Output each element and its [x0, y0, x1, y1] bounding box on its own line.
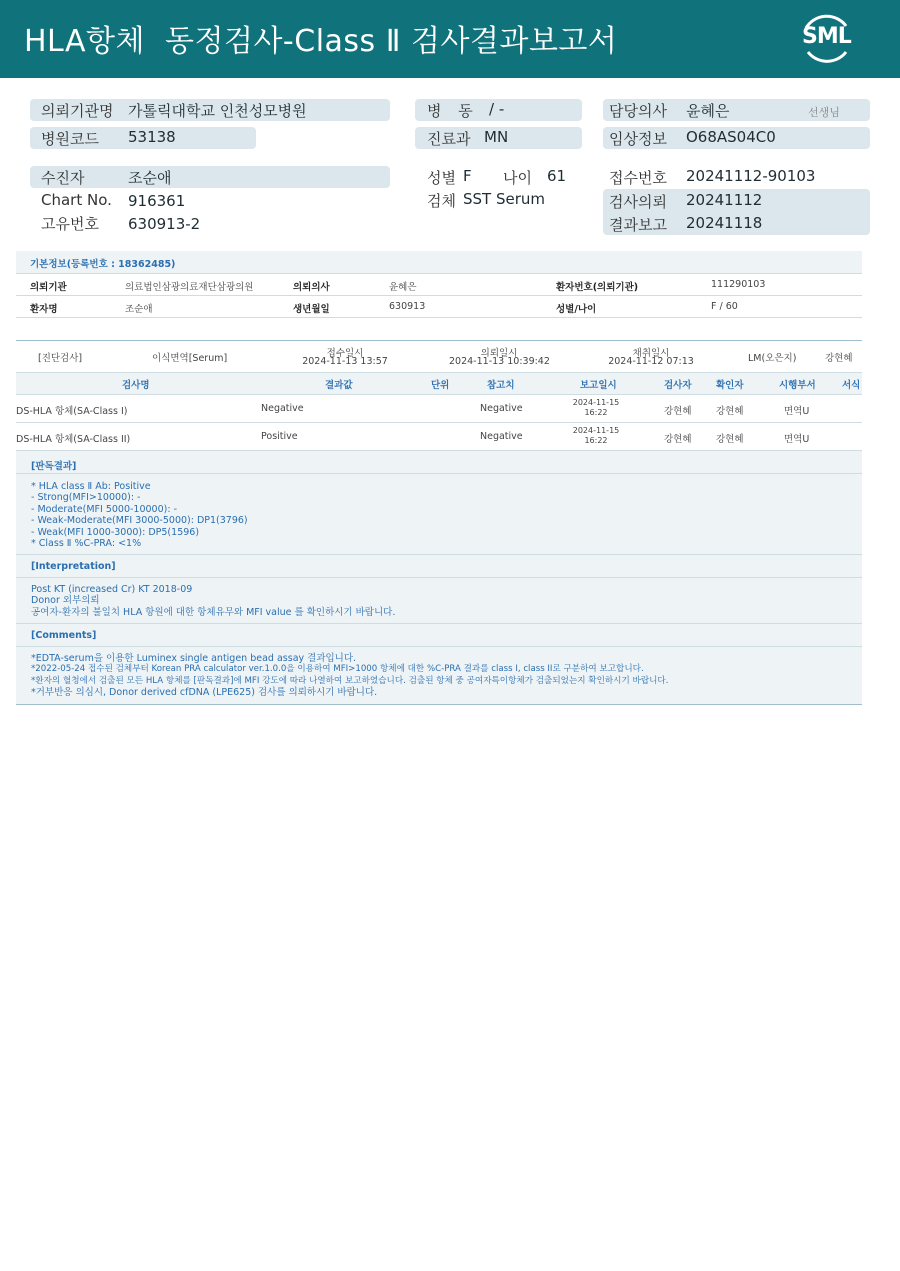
basic-doctor-value: 윤혜은 — [389, 282, 417, 293]
judgement-title: [판독결과] — [31, 461, 77, 472]
interpretation-line: Donor 외부의뢰 — [31, 595, 100, 606]
unique-value: 630913-2 — [128, 215, 201, 233]
ward-label: 병 동 — [427, 102, 479, 120]
col-dept: 시행부서 — [779, 380, 816, 391]
interpretation-title: [Interpretation] — [31, 561, 116, 572]
doctor-label: 담당의사 — [609, 102, 667, 120]
exam-request-label: 의뢰일시 — [480, 348, 518, 359]
interpretation-line: Post KT (increased Cr) KT 2018-09 — [31, 584, 193, 595]
row-tester: 강현혜 — [664, 434, 692, 445]
exam-collect-value: 2024-11-12 07:13 — [608, 356, 694, 367]
row-report-time: 16:22 — [584, 436, 608, 445]
specimen-label: 검체 — [427, 192, 456, 210]
divider — [16, 646, 862, 647]
exam-collect-label: 채취일시 — [632, 348, 670, 359]
dept-label: 진료과 — [427, 130, 471, 148]
patient-label: 수진자 — [41, 169, 85, 187]
sex-value: F — [463, 167, 472, 185]
report-value: 20241118 — [686, 214, 763, 232]
logo-text: SML — [802, 24, 851, 49]
judgement-line: - Moderate(MFI 5000-10000): - — [31, 504, 177, 515]
basic-birth-value: 630913 — [389, 301, 426, 312]
patient-value: 조순애 — [128, 169, 172, 187]
receipt-label: 접수번호 — [609, 169, 667, 187]
interpretation-line: 공여자-환자의 불일치 HLA 항원에 대한 항체유무와 MFI value 를 확인하시기 바랍니다. — [31, 607, 396, 618]
unique-label: 고유번호 — [41, 215, 99, 233]
row-test-name: DS-HLA 항체(SA-Class I) — [16, 406, 128, 417]
report-header — [0, 0, 900, 78]
chart-value: 916361 — [128, 192, 186, 210]
comment-line: *EDTA-serum을 이용한 Luminex single antigen bead assay 결과입니다. — [31, 653, 357, 664]
col-form: 서식 — [842, 380, 861, 391]
exam-lm: LM(오은지) — [748, 353, 797, 364]
divider — [16, 704, 862, 705]
doctor-suffix: 선생님 — [808, 106, 840, 119]
exam-request-value: 2024-11-13 10:39:42 — [449, 356, 550, 367]
divider — [16, 340, 862, 341]
row-result: Positive — [261, 431, 298, 442]
institution-value: 가톨릭대학교 인천성모병원 — [128, 102, 307, 120]
age-value: 61 — [547, 167, 567, 185]
hospital-code-label: 병원코드 — [41, 130, 99, 148]
row-tester: 강현혜 — [664, 406, 692, 417]
row-reference: Negative — [480, 431, 523, 442]
report-label: 결과보고 — [609, 216, 667, 234]
row-test-name: DS-HLA 항체(SA-Class II) — [16, 434, 131, 445]
basic-patno-value: 111290103 — [711, 279, 766, 290]
row-reference: Negative — [480, 403, 523, 414]
request-value: 20241112 — [686, 191, 763, 209]
col-test-name: 검사명 — [122, 380, 150, 391]
divider — [16, 577, 862, 578]
judgement-line: - Weak-Moderate(MFI 3000-5000): DP1(3796) — [31, 515, 248, 526]
sml-logo — [796, 12, 856, 66]
receipt-value: 20241112-90103 — [686, 167, 816, 185]
clinical-value: O68AS04C0 — [686, 128, 776, 146]
row-report-date: 2024-11-15 — [572, 398, 620, 407]
divider — [16, 473, 862, 474]
row-dept: 면역U — [784, 406, 810, 417]
row-report-time: 16:22 — [584, 408, 608, 417]
basic-sexage-label: 성별/나이 — [556, 304, 597, 315]
basic-sexage-value: F / 60 — [711, 301, 738, 312]
exam-receipt-label: 접수일시 — [326, 348, 364, 359]
judgement-line: * HLA class Ⅱ Ab: Positive — [31, 481, 151, 492]
judgement-line: - Strong(MFI>10000): - — [31, 492, 141, 503]
comments-title: [Comments] — [31, 630, 97, 641]
row-result: Negative — [261, 403, 304, 414]
clinical-label: 임상정보 — [609, 130, 667, 148]
hospital-code-value: 53138 — [128, 128, 176, 146]
comment-line: *환자의 혈청에서 검출된 모든 HLA 항체를 [판독결과]에 MFI 강도에 따라 나열하여 보고하였습니다. 검출된 항체 중 공여자특이항체가 검출되었는지 확인하시기 바랍니다. — [31, 676, 669, 686]
divider — [16, 422, 862, 423]
divider — [16, 317, 862, 318]
judgement-line: * Class Ⅱ %C-PRA: <1% — [31, 538, 142, 549]
basic-doctor-label: 의뢰의사 — [293, 282, 330, 293]
basic-institution-value: 의료법인삼광의료재단삼광의원 — [125, 282, 254, 293]
col-reference: 참고치 — [487, 380, 515, 391]
divider — [16, 623, 862, 624]
doctor-value: 윤혜은 — [686, 102, 730, 120]
row-dept: 면역U — [784, 434, 810, 445]
basic-name-label: 환자명 — [30, 304, 58, 315]
row-report-date: 2024-11-15 — [572, 426, 620, 435]
basic-title: 기본정보(등록번호 : 18362485) — [30, 259, 176, 270]
chart-label: Chart No. — [41, 191, 112, 209]
judgement-line: - Weak(MFI 1000-3000): DP5(1596) — [31, 527, 200, 538]
institution-label: 의뢰기관명 — [41, 102, 114, 120]
col-unit: 단위 — [431, 380, 450, 391]
col-checker: 확인자 — [716, 380, 744, 391]
col-report-date: 보고일시 — [580, 380, 617, 391]
exam-tech: 강현혜 — [825, 353, 853, 364]
exam-specimen: 이식면역[Serum] — [152, 353, 228, 364]
col-result: 결과값 — [325, 380, 353, 391]
divider — [16, 295, 862, 296]
divider — [16, 372, 862, 373]
divider — [16, 554, 862, 555]
request-label: 검사의뢰 — [609, 193, 667, 211]
divider — [16, 273, 862, 274]
basic-birth-label: 생년월일 — [293, 304, 330, 315]
age-label: 나이 — [503, 169, 532, 187]
sex-label: 성별 — [427, 169, 456, 187]
report-title: HLA항체 동정검사-Class Ⅱ 검사결과보고서 — [24, 24, 618, 59]
ward-value: / - — [489, 100, 505, 118]
comment-line: *2022-05-24 접수된 검체부터 Korean PRA calculator ver.1.0.0을 이용하여 MFI>1000 항체에 대한 %C-PRA 결과를 class I, class II로 구분하여 보고합니다. — [31, 664, 644, 674]
dept-value: MN — [484, 128, 509, 146]
col-tester: 검사자 — [664, 380, 692, 391]
exam-receipt-value: 2024-11-13 13:57 — [302, 356, 388, 367]
row-checker: 강현혜 — [716, 406, 744, 417]
specimen-value: SST Serum — [463, 190, 546, 208]
row-checker: 강현혜 — [716, 434, 744, 445]
basic-institution-label: 의뢰기관 — [30, 282, 67, 293]
divider — [16, 394, 862, 395]
comment-line: *거부반응 의심시, Donor derived cfDNA (LPE625) 검사를 의뢰하시기 바랍니다. — [31, 687, 378, 698]
exam-category: [진단검사] — [38, 353, 83, 364]
basic-patno-label: 환자번호(의뢰기관) — [556, 282, 639, 293]
basic-name-value: 조순애 — [125, 304, 153, 315]
